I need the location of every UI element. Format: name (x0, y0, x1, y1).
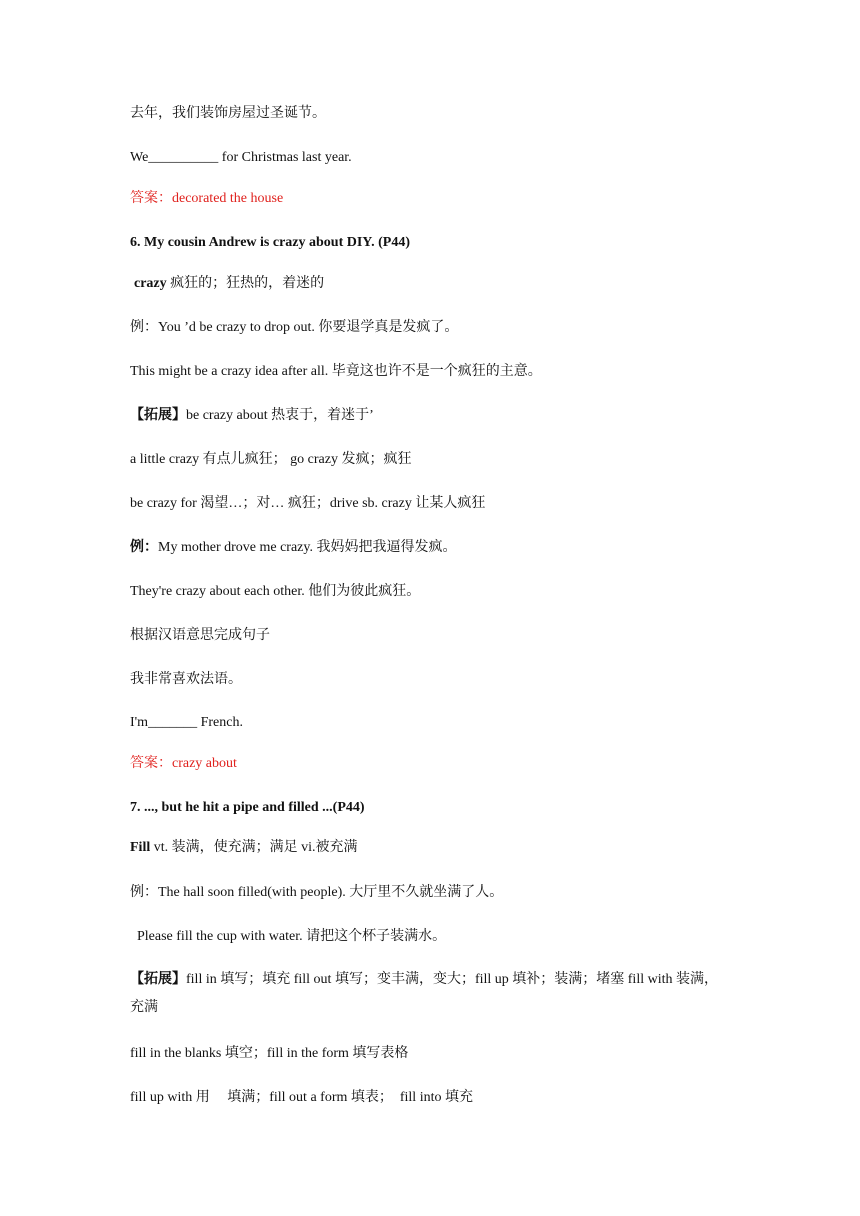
example-line: 例：The hall soon filled(with people). 大厅里不久就坐满了人。 (130, 885, 504, 900)
section-heading-6: 6. My cousin Andrew is crazy about DIY. (P44) (130, 235, 411, 250)
example-text: My mother drove me crazy. 我妈妈把我逼得发疯。 (158, 540, 457, 555)
extension-text: be crazy about 热衷于，着迷于’ (186, 408, 374, 423)
extension-text: fill in 填写；填充 fill out 填写；变丰满，变大；fill up 填补；装满；堵塞 fill with 装满，充满 (130, 972, 718, 1015)
phrase-line: fill up with 用 填满；fill out a form 填表； fill into 填充 (130, 1090, 473, 1105)
example-line: 例：You ’d be crazy to drop out. 你要退学真是发疯了。 (130, 320, 459, 335)
exercise-chinese-sentence: 我非常喜欢法语。 (130, 672, 242, 687)
fill-blank-sentence: I'm_______ French. (130, 715, 243, 730)
section-heading-7: 7. ..., but he hit a pipe and filled ...(P44) (130, 800, 365, 815)
answer-text: decorated the house (172, 191, 284, 206)
extension-line (130, 407, 730, 425)
example-tag: 例： (130, 540, 158, 555)
extension-tag: 【拓展】 (130, 408, 186, 423)
vocab-word: crazy (134, 276, 167, 291)
example-line: They're crazy about each other. 他们为彼此疯狂。 (130, 584, 421, 599)
answer-text: crazy about (172, 756, 237, 771)
vocab-word: Fill (130, 840, 151, 855)
fill-blank-sentence: We__________ for Christmas last year. (130, 150, 352, 165)
vocab-definition: vt. 装满，使充满；满足 vi.被充满 (150, 840, 358, 855)
vocab-entry-fill (130, 839, 730, 857)
example-chinese-sentence: 去年，我们装饰房屋过圣诞节。 (130, 106, 326, 121)
exercise-instruction: 根据汉语意思完成句子 (130, 628, 270, 643)
answer-line (130, 190, 730, 208)
phrase-line: a little crazy 有点儿疯狂； go crazy 发疯；疯狂 (130, 452, 412, 467)
vocab-definition: 疯狂的；狂热的，着迷的 (166, 276, 325, 291)
answer-line (130, 755, 730, 773)
extension-line (130, 966, 720, 1022)
phrase-line: be crazy for 渴望…；对… 疯狂；drive sb. crazy 让某人疯狂 (130, 496, 486, 511)
answer-label: 答案： (130, 191, 172, 206)
extension-tag: 【拓展】 (130, 972, 186, 987)
vocab-entry-crazy (134, 275, 734, 293)
phrase-line: fill in the blanks 填空；fill in the form 填写表格 (130, 1046, 409, 1061)
answer-label: 答案： (130, 756, 172, 771)
example-line (130, 539, 730, 557)
example-line: This might be a crazy idea after all. 毕竟这也许不是一个疯狂的主意。 (130, 364, 542, 379)
example-line: Please fill the cup with water. 请把这个杯子装满水。 (130, 929, 447, 944)
